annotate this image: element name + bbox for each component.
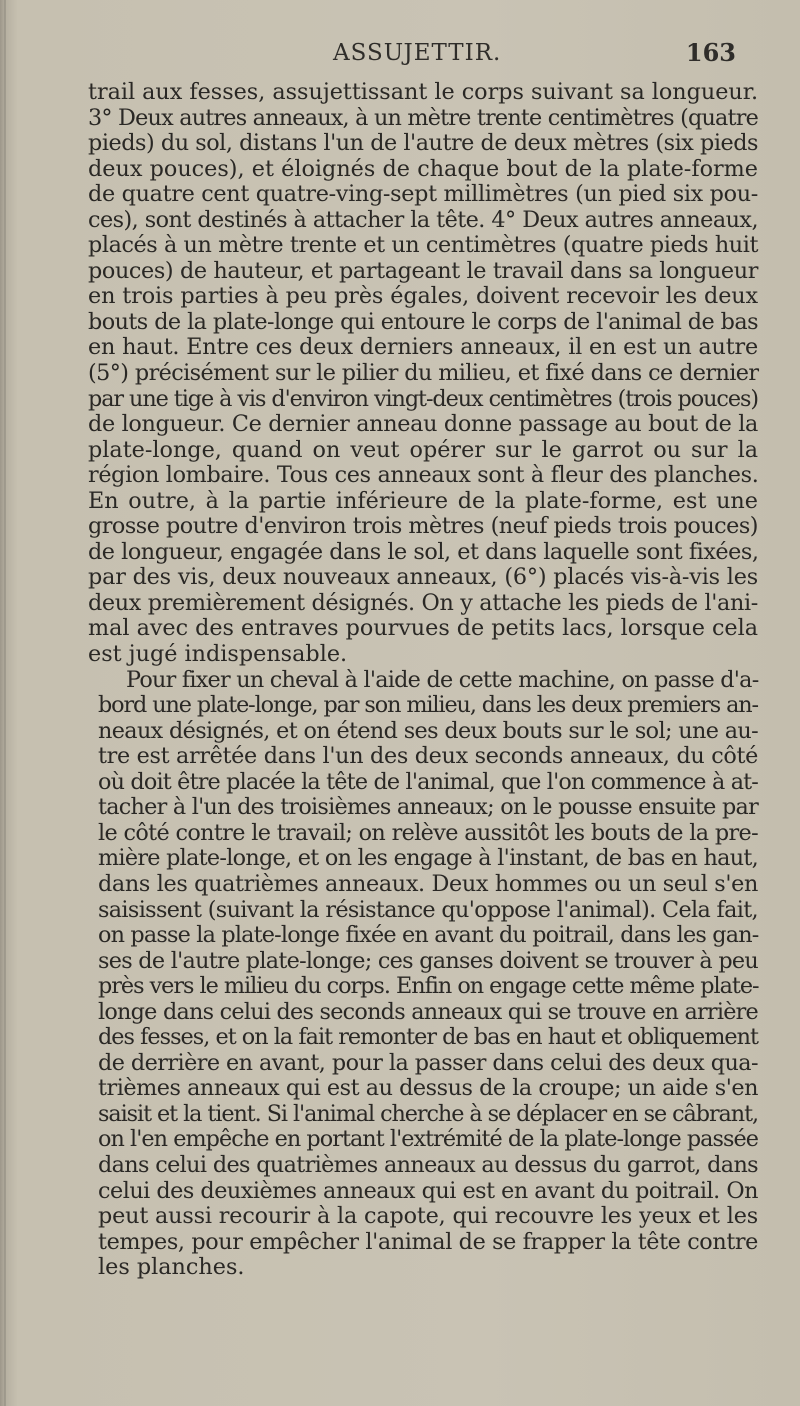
text-line: saisit et la tient. Si l'animal cherche à se déplacer en se câbrant, [98,1100,758,1127]
text-line: ses de l'autre plate-longe; ces ganses doivent se trouver à peu [98,947,759,974]
text-body [88,80,758,1281]
text-line: neaux désignés, et on étend ses deux bouts sur le sol; une au- [98,717,759,744]
running-title: ASSUJETTIR. [333,40,502,66]
text-line: près vers le milieu du corps. Enfin on engage cette même plate- [98,973,759,1000]
text-line: mière plate-longe, et on les engage à l'instant, de bas en haut, [98,845,758,872]
text-line: peut aussi recourir à la capote, qui recouvre les yeux et les [98,1203,759,1230]
paragraph-1 [88,80,758,668]
text-line: de longueur. Ce dernier anneau donne passage au bout de la [88,411,758,438]
text-line: on l'en empêche en portant l'extrémité de la plate-longe passée [98,1126,759,1153]
text-line: par des vis, deux nouveaux anneaux, (6°) placés vis-à-vis les [88,564,759,591]
text-line: deux premièrement désignés. On y attache les pieds de l'ani- [88,589,758,616]
page-number: 163 [685,38,736,67]
text-line: saisissent (suivant la résistance qu'oppose l'animal). Cela fait, [98,896,758,923]
text-line: en trois parties à peu près égales, doivent recevoir les deux [88,283,758,310]
text-line: bouts de la plate-longe qui entoure le corps de l'animal de bas [88,308,759,335]
text-line: est jugé indispensable. [88,641,348,668]
text-line: de longueur, engagée dans le sol, et dans laquelle sont fixées, [88,538,759,565]
text-line: mal avec des entraves pourvues de petits lacs, lorsque cela [88,615,758,642]
text-line: 3° Deux autres anneaux, à un mètre trente centimètres (quatre [88,104,758,131]
text-line: (5°) précisément sur le pilier du milieu, et fixé dans ce dernier [88,360,759,387]
text-line: les planches. [98,1254,245,1281]
text-line: trièmes anneaux qui est au dessus de la croupe; un aide s'en [98,1075,758,1102]
running-head [88,38,736,78]
text-line: deux pouces), et éloignés de chaque bout de la plate-forme [88,155,758,182]
text-line: En outre, à la partie inférieure de la plate-forme, est une [88,487,758,514]
text-line: ces), sont destinés à attacher la tête. 4° Deux autres anneaux, [88,206,758,233]
text-line: où doit être placée la tête de l'animal, que l'on commence à at- [98,768,759,795]
text-line: par une tige à vis d'environ vingt-deux centimètres (trois pouces) [88,385,758,412]
text-line: pieds) du sol, distans l'un de l'autre de deux mètres (six pieds [88,130,759,157]
text-line: région lombaire. Tous ces anneaux sont à fleur des planches. [88,462,759,489]
text-line: pouces) de hauteur, et partageant le travail dans sa longueur [88,257,758,284]
text-line: de quatre cent quatre-ving-sept millimètres (un pied six pou- [88,181,758,208]
text-line: dans les quatrièmes anneaux. Deux hommes ou un seul s'en [98,870,758,897]
text-line: on passe la plate-longe fixée en avant du poitrail, dans les gan- [98,922,759,949]
text-line: tacher à l'un des troisièmes anneaux; on le pousse ensuite par [98,794,758,821]
text-line: Pour fixer un cheval à l'aide de cette machine, on passe d'a- [126,666,759,693]
text-line: des fesses, et on la fait remonter de bas en haut et obliquement [98,1024,759,1051]
text-line: plate-longe, quand on veut opérer sur le garrot ou sur la [88,436,758,463]
paragraph-2 [98,668,758,1281]
text-line: longe dans celui des seconds anneaux qui se trouve en arrière [98,998,758,1025]
text-line: tre est arrêtée dans l'un des deux seconds anneaux, du côté [98,743,758,770]
text-line: trail aux fesses, assujettissant le corps suivant sa longueur. [88,79,759,105]
text-line: le côté contre le travail; on relève aussitôt les bouts de la pre- [98,819,759,846]
text-line: placés à un mètre trente et un centimètres (quatre pieds huit [88,232,758,259]
text-line: celui des deuxièmes anneaux qui est en avant du poitrail. On [98,1177,759,1204]
text-line: en haut. Entre ces deux derniers anneaux, il en est un autre [88,334,758,361]
text-line: bord une plate-longe, par son milieu, dans les deux premiers an- [98,692,758,719]
text-line: tempes, pour empêcher l'animal de se frapper la tête contre [98,1228,758,1255]
text-line: de derrière en avant, pour la passer dans celui des deux qua- [98,1049,759,1076]
text-line: dans celui des quatrièmes anneaux au dessus du garrot, dans [98,1151,758,1178]
text-line: grosse poutre d'environ trois mètres (neuf pieds trois pouces) [88,513,758,540]
